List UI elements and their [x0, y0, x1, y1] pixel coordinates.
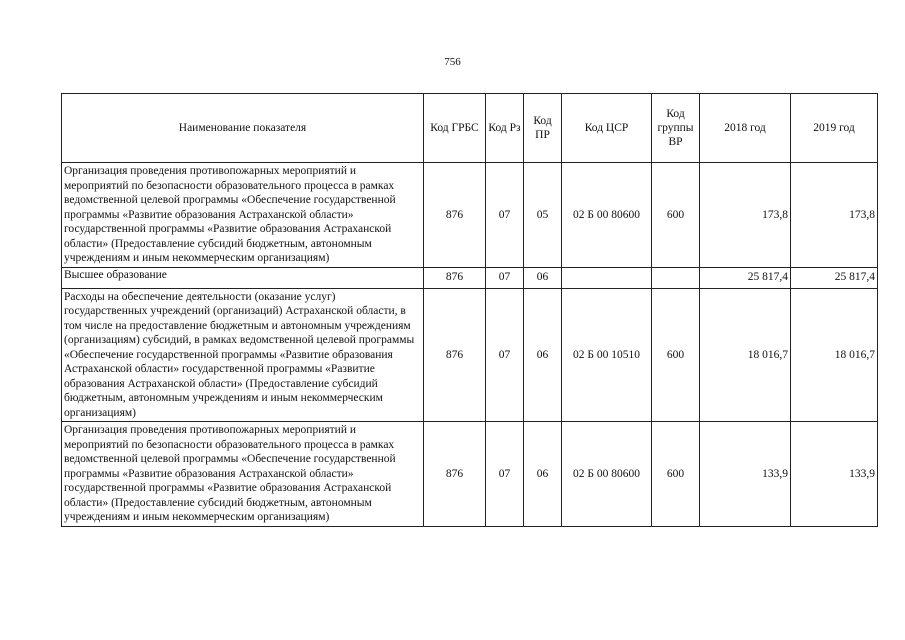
header-grbs-code: Код ГРБС — [424, 94, 486, 163]
budget-table — [61, 93, 878, 527]
page-number: 756 — [444, 56, 461, 68]
vr-group-code: 600 — [652, 163, 700, 268]
amount-2019: 18 016,7 — [791, 288, 878, 422]
rz-code: 07 — [486, 288, 524, 422]
rz-code: 07 — [486, 267, 524, 288]
grbs-code: 876 — [424, 422, 486, 527]
indicator-name: Организация проведения противопожарных мероприятий и мероприятий по безопасности образовательного процесса в рамках ведомственной целевой программы «Обеспечение государственной программы «Развитие образования Астраханской области» государственной программы «Развитие образования Астраханской области» (Предоставление субсидий бюджетным, автономным учреждениям и иным некоммерческим организациям) — [62, 163, 424, 268]
table-row — [62, 422, 878, 527]
amount-2019: 173,8 — [791, 163, 878, 268]
grbs-code: 876 — [424, 267, 486, 288]
header-csr-code: Код ЦСР — [562, 94, 652, 163]
csr-code: 02 Б 00 10510 — [562, 288, 652, 422]
table-row — [62, 267, 878, 288]
table-row — [62, 288, 878, 422]
header-year-2018: 2018 год — [700, 94, 791, 163]
pr-code: 06 — [524, 422, 562, 527]
grbs-code: 876 — [424, 163, 486, 268]
indicator-name: Организация проведения противопожарных мероприятий и мероприятий по безопасности образовательного процесса в рамках ведомственной целевой программы «Обеспечение государственной программы «Развитие образования Астраханской области» государственной программы «Развитие образования Астраханской области» (Предоставление субсидий бюджетным, автономным учреждениям и иным некоммерческим организациям) — [62, 422, 424, 527]
header-year-2019: 2019 год — [791, 94, 878, 163]
pr-code: 06 — [524, 267, 562, 288]
pr-code: 05 — [524, 163, 562, 268]
header-vr-group-code: Код группы ВР — [652, 94, 700, 163]
rz-code: 07 — [486, 163, 524, 268]
indicator-name: Высшее образование — [62, 267, 424, 288]
amount-2018: 25 817,4 — [700, 267, 791, 288]
csr-code: 02 Б 00 80600 — [562, 422, 652, 527]
vr-group-code — [652, 267, 700, 288]
vr-group-code: 600 — [652, 422, 700, 527]
csr-code: 02 Б 00 80600 — [562, 163, 652, 268]
amount-2019: 25 817,4 — [791, 267, 878, 288]
indicator-name: Расходы на обеспечение деятельности (оказание услуг) государственных учреждений (организаций) Астраханской области, в том числе на предоставление бюджетным и автономным учреждениям (организациям) субсидий, в рамках ведомственной целевой программы «Обеспечение государственной программы «Развитие образования Астраханской области» государственной программы «Развитие образования Астраханской области» (Предоставление субсидий бюджетным, автономным учреждениям и иным некоммерческим организациям) — [62, 288, 424, 422]
header-pr-code: Код ПР — [524, 94, 562, 163]
amount-2018: 18 016,7 — [700, 288, 791, 422]
vr-group-code: 600 — [652, 288, 700, 422]
grbs-code: 876 — [424, 288, 486, 422]
header-indicator-name: Наименование показателя — [62, 94, 424, 163]
csr-code — [562, 267, 652, 288]
amount-2018: 173,8 — [700, 163, 791, 268]
amount-2019: 133,9 — [791, 422, 878, 527]
amount-2018: 133,9 — [700, 422, 791, 527]
pr-code: 06 — [524, 288, 562, 422]
table-row — [62, 163, 878, 268]
rz-code: 07 — [486, 422, 524, 527]
header-rz-code: Код Рз — [486, 94, 524, 163]
header-row — [62, 94, 878, 163]
